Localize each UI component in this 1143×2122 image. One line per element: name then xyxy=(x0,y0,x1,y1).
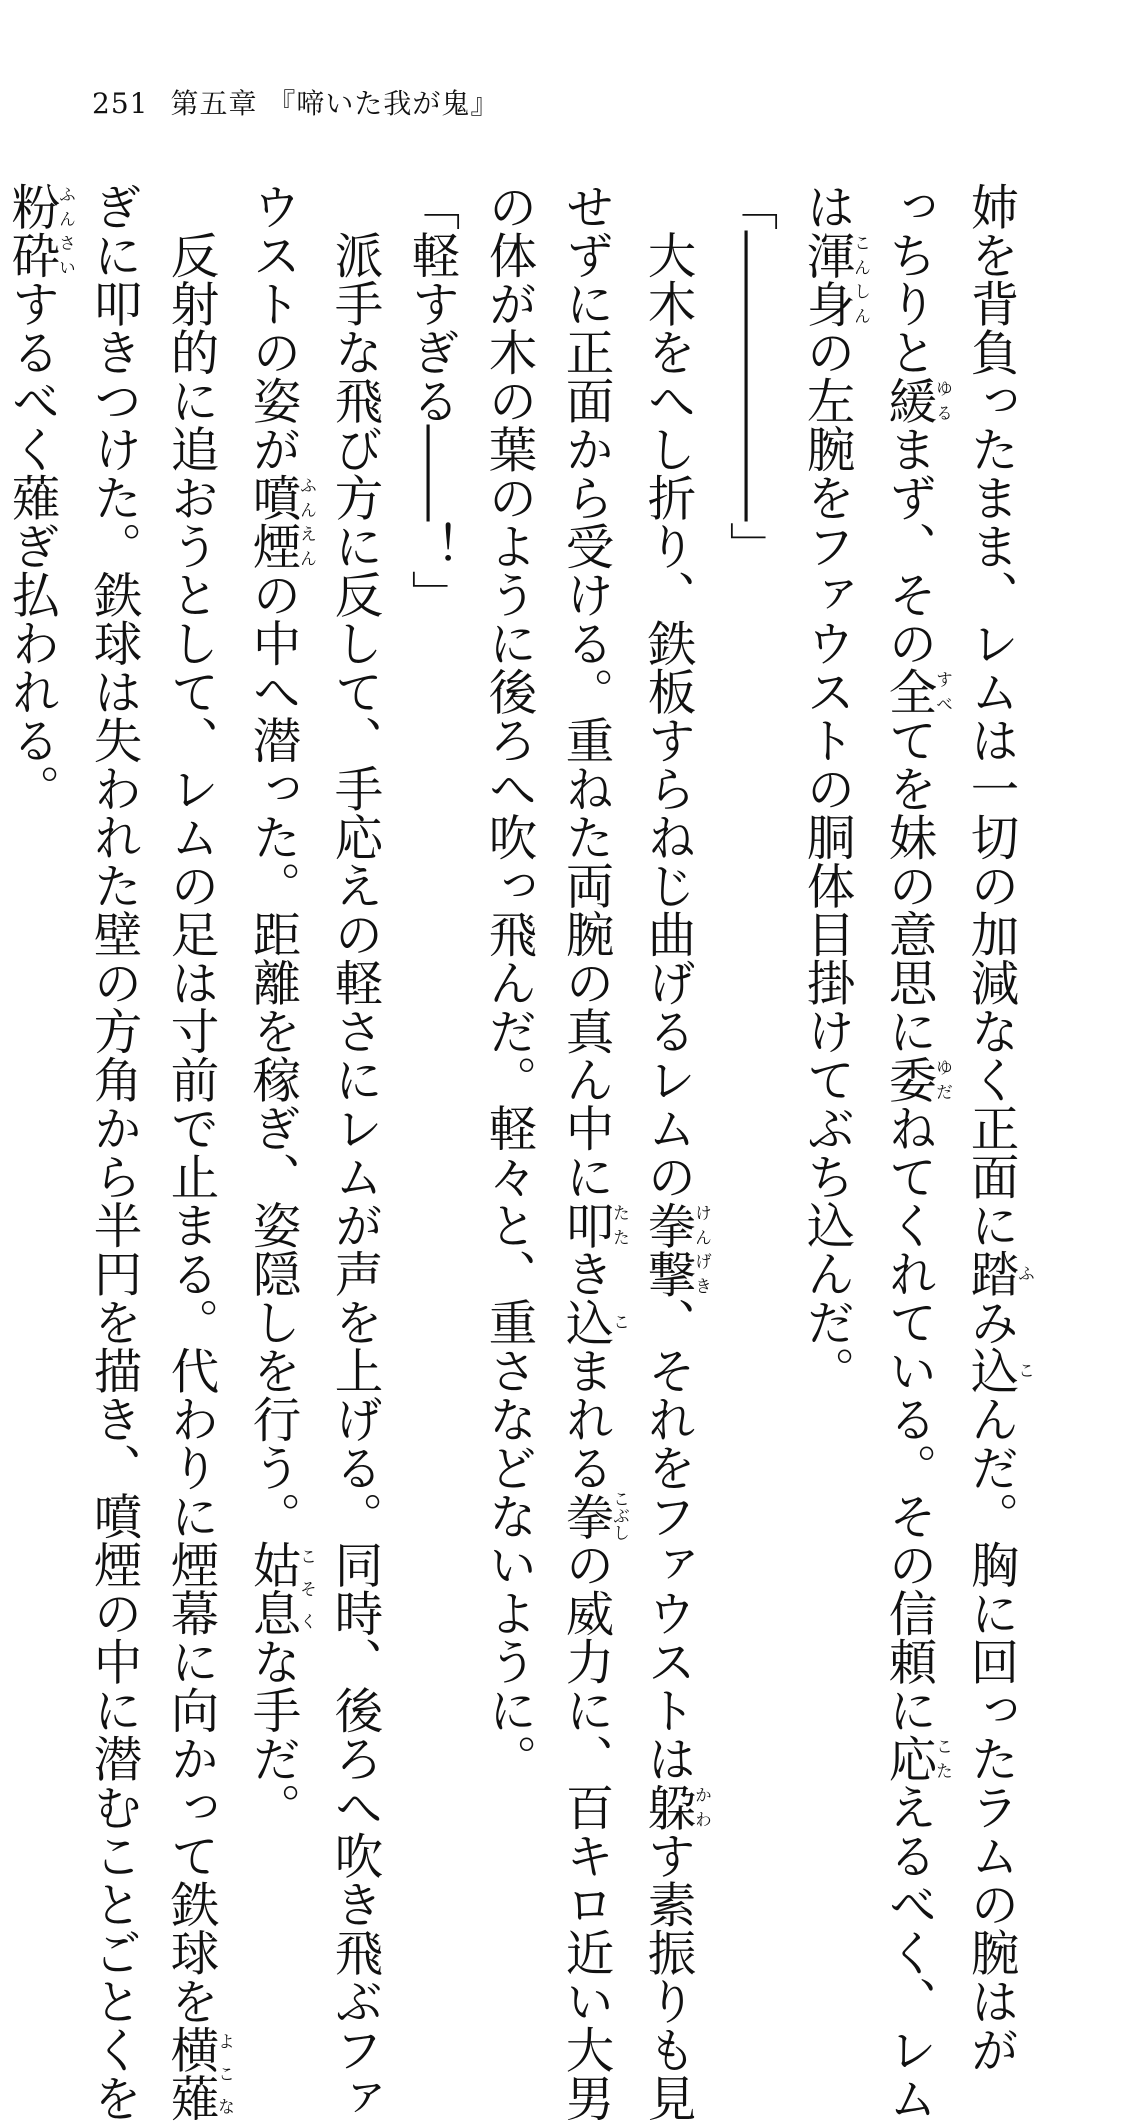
furigana: ふんさい xyxy=(55,182,75,279)
ruby-word xyxy=(3,182,59,279)
text-run: み xyxy=(962,1298,1018,1347)
ruby-base: 委 xyxy=(880,1055,936,1104)
ruby-base: 緩 xyxy=(880,376,936,425)
text-run: ウストの姿が xyxy=(244,182,300,473)
ruby-base: 姑息 xyxy=(244,1540,300,1637)
text-run: す素振りも見 xyxy=(639,1831,695,2122)
furigana: かわ xyxy=(691,1783,711,1832)
ruby-base: 拳 xyxy=(557,1490,613,1541)
text-run: 姉を背負ったまま、レムは一切の加減なく正面に xyxy=(962,182,1018,1249)
ruby-base: 拳撃 xyxy=(639,1201,695,1298)
ruby-base: 渾身 xyxy=(798,231,854,328)
furigana: こた xyxy=(932,1734,952,1783)
text-line xyxy=(315,182,392,1642)
text-run: んだ。胸に回ったラムの腕はが xyxy=(962,1395,1018,2074)
text-run: の威力に、百キロ近い大男 xyxy=(557,1540,613,2122)
furigana: たた xyxy=(609,1201,629,1250)
ruby-word xyxy=(639,1783,695,1832)
furigana: こそく xyxy=(296,1540,316,1637)
furigana: ふんえん xyxy=(296,473,316,570)
text-run: するべく薙ぎ払われる。 xyxy=(3,279,59,813)
text-run: ぎに叩きつけた。鉄球は失われた壁の方角から半円を描き、噴煙の中に潜むことごとくを xyxy=(85,182,141,2122)
ruby-base: 込 xyxy=(557,1298,613,1347)
ruby-base: 粉砕 xyxy=(3,182,59,279)
text-line xyxy=(74,182,151,1642)
text-line xyxy=(233,182,315,1642)
text-line xyxy=(546,182,628,1642)
ruby-word xyxy=(962,1249,1018,1298)
text-run: っちりと xyxy=(880,182,936,376)
ruby-word xyxy=(962,1346,1018,1395)
furigana: よこな xyxy=(214,2025,234,2122)
text-run: 反射的に追おうとして、レムの足は寸前で止まる。代わりに煙幕に向かって鉄球を xyxy=(162,182,218,2025)
text-line xyxy=(0,182,74,1642)
ruby-base: 躱 xyxy=(639,1783,695,1832)
chapter-title: 第五章 『啼いた我が鬼』 xyxy=(170,87,499,120)
furigana: ゆだ xyxy=(932,1055,952,1104)
ruby-word xyxy=(557,1201,613,1250)
text-line xyxy=(951,182,1033,1642)
text-run: な手だ。 xyxy=(244,1637,300,1831)
ruby-base: 応 xyxy=(880,1734,936,1783)
text-run: 派手な飛び方に反して、手応えの軽さにレムが声を上げる。同時、後ろへ吹き飛ぶファ xyxy=(326,182,382,2122)
text-line xyxy=(787,182,869,1642)
ruby-word xyxy=(880,1734,936,1783)
text-run: 「――――――」 xyxy=(721,182,777,570)
ruby-word xyxy=(162,2025,218,2122)
text-run: き xyxy=(557,1249,613,1298)
text-run: の体が木の葉のように後ろへ吹っ飛んだ。軽々と、重さなどないように。 xyxy=(480,182,536,1783)
text-run: 大木をへし折り、鉄板すらねじ曲げるレムの xyxy=(639,182,695,1201)
text-run: 、それをファウストは xyxy=(639,1298,695,1783)
ruby-base: 叩 xyxy=(557,1201,613,1250)
ruby-base: 全 xyxy=(880,667,936,716)
text-line xyxy=(469,182,546,1642)
text-run: まれる xyxy=(557,1346,613,1492)
ruby-word xyxy=(880,667,936,716)
furigana: ふ xyxy=(1014,1249,1034,1298)
ruby-word xyxy=(798,231,854,328)
ruby-base: 噴煙 xyxy=(244,473,300,570)
ruby-word xyxy=(880,1055,936,1104)
furigana: こんしん xyxy=(850,231,870,328)
text-line xyxy=(151,182,233,1642)
ruby-base: 横薙 xyxy=(162,2025,218,2122)
text-run: えるべく、レム xyxy=(880,1783,936,2122)
furigana: すべ xyxy=(932,667,952,716)
text-run: てを妹の意思に xyxy=(880,716,936,1056)
text-run: まず、その xyxy=(880,425,936,668)
furigana: こぶし xyxy=(609,1490,629,1541)
ruby-base: 込 xyxy=(962,1346,1018,1395)
ruby-base: 踏 xyxy=(962,1249,1018,1298)
text-run: の中へ潜った。距離を稼ぎ、姿隠しを行う。 xyxy=(244,570,300,1540)
body-text xyxy=(103,182,1033,1642)
ruby-word xyxy=(557,1492,613,1541)
text-run: の左腕をファウストの胴体目掛けてぶち込んだ。 xyxy=(798,328,854,1395)
ruby-word xyxy=(557,1298,613,1347)
furigana: けんげき xyxy=(691,1201,711,1298)
furigana: こ xyxy=(609,1298,629,1347)
ruby-word xyxy=(244,473,300,570)
text-run: せずに正面から受ける。重ねた両腕の真ん中に xyxy=(557,182,613,1201)
text-line xyxy=(392,182,469,1642)
text-run: は xyxy=(798,182,854,231)
furigana: ゆる xyxy=(932,376,952,425)
ruby-word xyxy=(244,1540,300,1637)
running-header xyxy=(92,82,499,122)
text-line xyxy=(628,182,710,1642)
text-run: 「軽すぎる――！」 xyxy=(403,182,459,619)
text-line xyxy=(710,182,787,1642)
text-run: ねてくれている。その信頼に xyxy=(880,1104,936,1735)
ruby-word xyxy=(639,1201,695,1298)
furigana: こ xyxy=(1014,1346,1034,1395)
text-line xyxy=(869,182,951,1642)
ruby-word xyxy=(880,376,936,425)
page-number: 251 xyxy=(92,87,148,120)
